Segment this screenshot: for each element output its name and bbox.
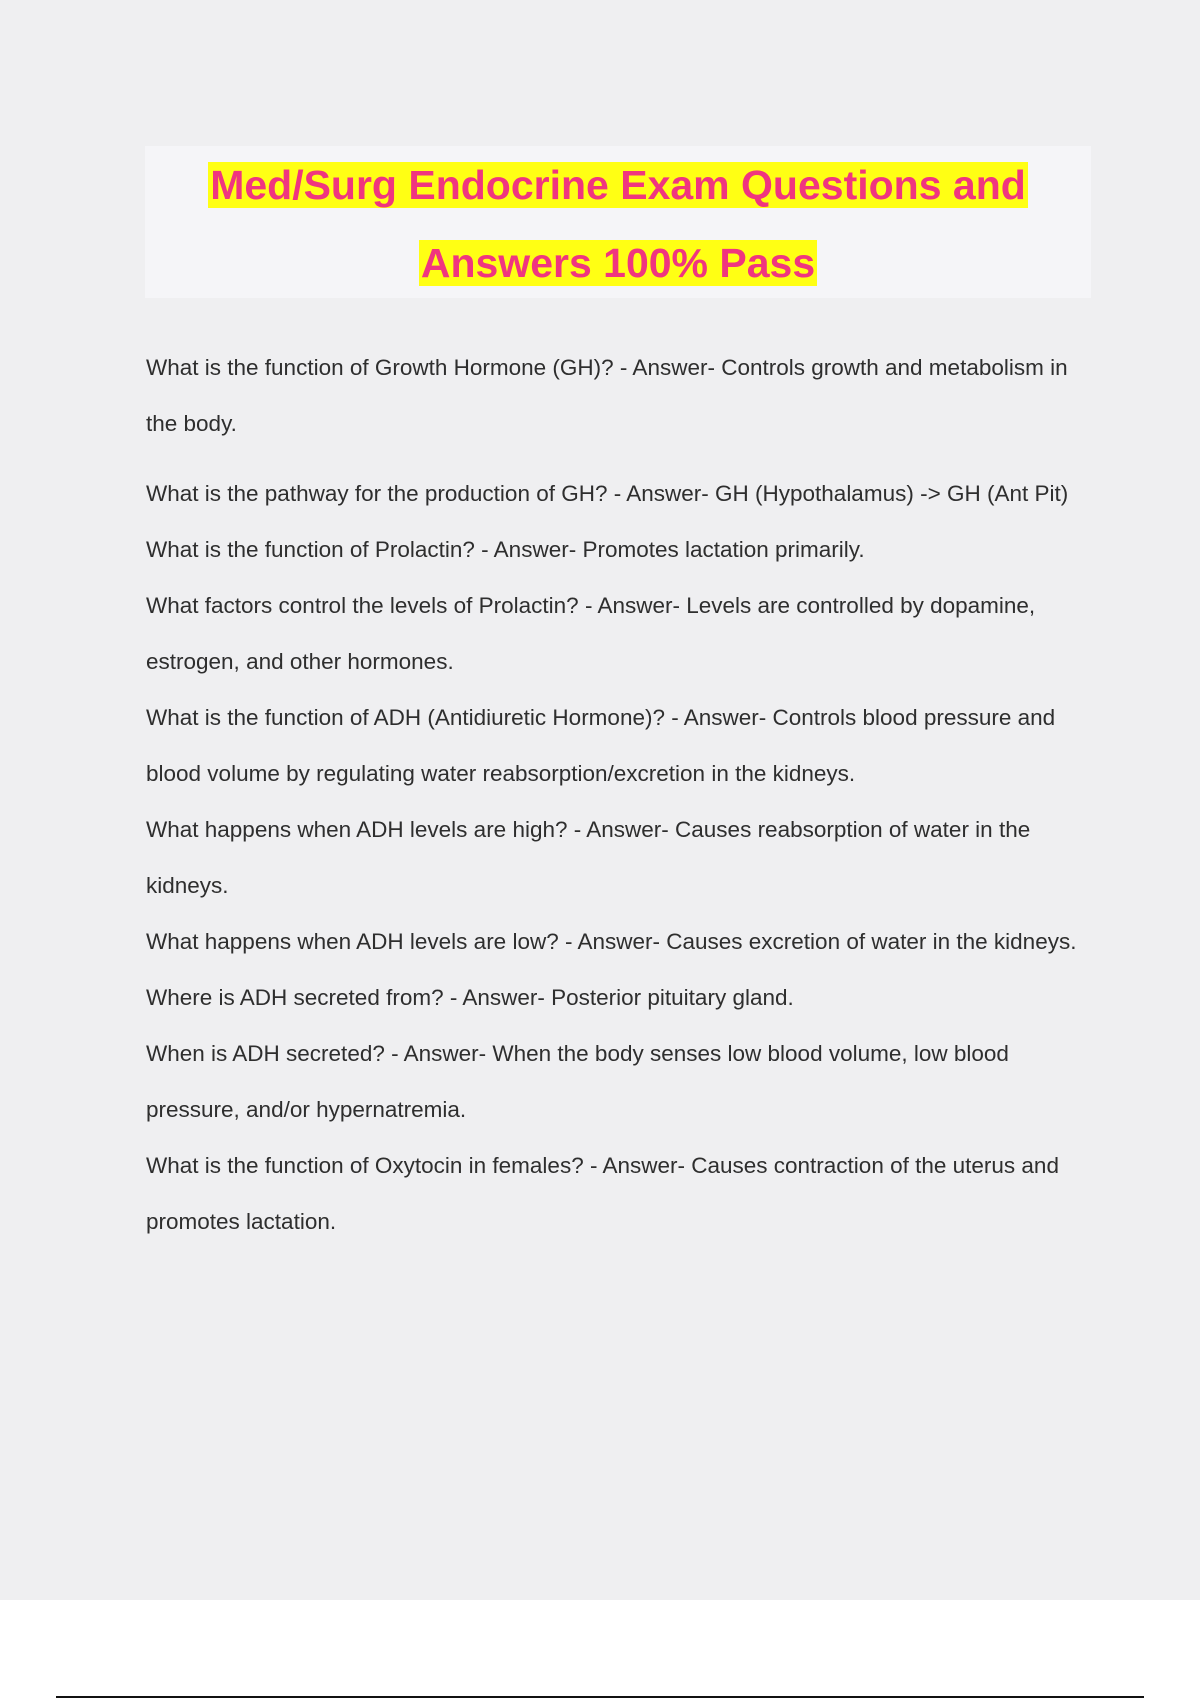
qa-item: When is ADH secreted? - Answer- When the body senses low blood volume, low blood pressure, and/or hypernatremia.: [146, 1041, 1009, 1122]
qa-item: What factors control the levels of Prolactin? - Answer- Levels are controlled by dopamine, estrogen, and other hormones.: [146, 593, 1036, 674]
title-line-2: [145, 224, 1091, 302]
qa-item: What is the function of Prolactin? - Answer- Promotes lactation primarily.: [146, 537, 865, 562]
qa-item: What is the function of Growth Hormone (GH)? - Answer- Controls growth and metabolism in the body.: [146, 355, 1068, 436]
qa-list: [146, 340, 1096, 1250]
footer-divider: [56, 1696, 1144, 1698]
qa-item: Where is ADH secreted from? - Answer- Posterior pituitary gland.: [146, 985, 794, 1010]
title-block: [145, 146, 1091, 298]
qa-item: What is the pathway for the production of GH? - Answer- GH (Hypothalamus) -> GH (Ant Pit): [146, 481, 1069, 506]
qa-item: What happens when ADH levels are low? - Answer- Causes excretion of water in the kidneys.: [146, 929, 1077, 954]
title-line-1-text: Med/Surg Endocrine Exam Questions and: [210, 162, 1026, 208]
qa-item: What is the function of ADH (Antidiuretic Hormone)? - Answer- Controls blood pressure and blood volume by regulating water reabsorption/excretion in the kidneys.: [146, 705, 1056, 786]
title-line-2-text: Answers 100% Pass: [420, 240, 816, 286]
title-line-1: [145, 146, 1091, 224]
qa-item: What is the function of Oxytocin in females? - Answer- Causes contraction of the uterus and promotes lactation.: [146, 1153, 1059, 1234]
qa-item: What happens when ADH levels are high? - Answer- Causes reabsorption of water in the kidneys.: [146, 817, 1031, 898]
